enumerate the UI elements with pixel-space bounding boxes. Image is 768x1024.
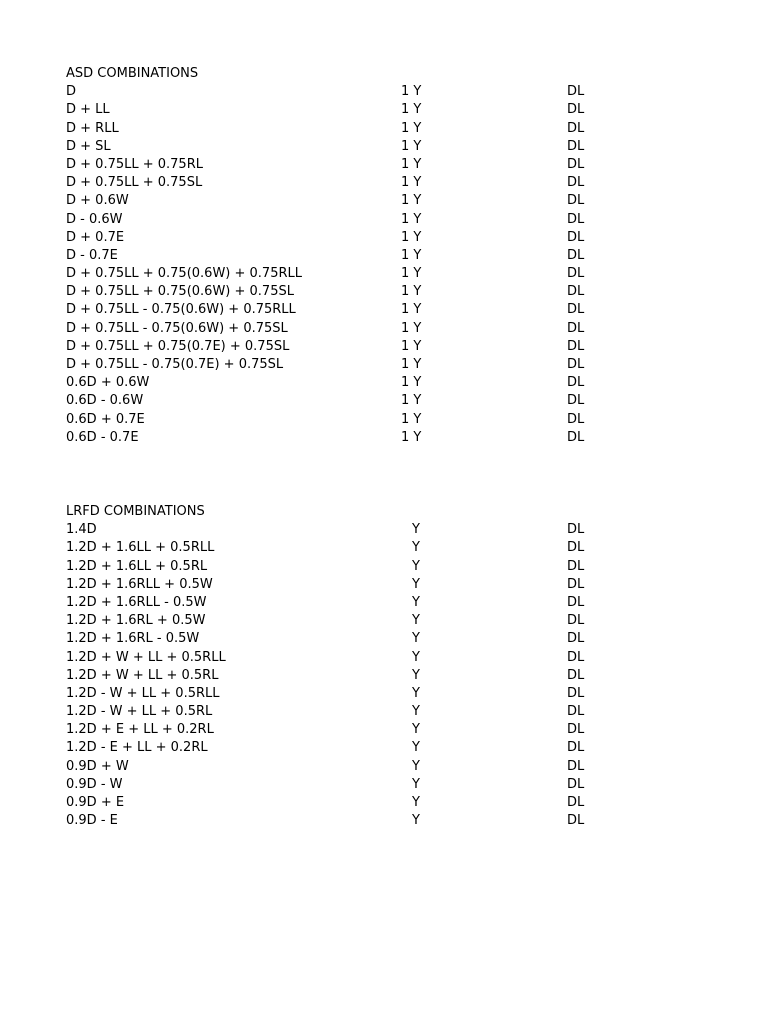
combination-type: DL [567, 338, 585, 354]
combination-formula: D + LL [66, 102, 110, 118]
combination-row [66, 612, 626, 630]
combination-row [66, 667, 626, 685]
combination-formula: D - 0.7E [66, 247, 118, 263]
combination-formula: 0.9D - E [66, 813, 118, 829]
combination-row [66, 138, 626, 156]
combination-factor: Y [412, 649, 420, 665]
combination-type: DL [567, 776, 585, 792]
lrfd-rows [66, 521, 626, 830]
combination-type: DL [567, 393, 585, 409]
combination-type: DL [567, 229, 585, 245]
combination-row [66, 594, 626, 612]
combination-formula: 1.2D + 1.6RLL + 0.5W [66, 576, 213, 592]
combination-row [66, 301, 626, 319]
combination-factor: 1 Y [401, 320, 422, 336]
combination-formula: 1.2D + 1.6RL + 0.5W [66, 613, 206, 629]
combination-type: DL [567, 284, 585, 300]
combination-factor: 1 Y [401, 429, 422, 445]
combination-row [66, 739, 626, 757]
combination-factor: 1 Y [401, 375, 422, 391]
combination-factor: 1 Y [401, 338, 422, 354]
combination-type: DL [567, 411, 585, 427]
combination-formula: 1.2D + W + LL + 0.5RL [66, 667, 219, 683]
combination-factor: Y [412, 685, 420, 701]
combination-formula: 0.6D + 0.7E [66, 411, 145, 427]
combination-factor: Y [412, 631, 420, 647]
combination-row [66, 174, 626, 192]
combination-row [66, 392, 626, 410]
combination-type: DL [567, 211, 585, 227]
combination-row [66, 576, 626, 594]
combination-row [66, 411, 626, 429]
combination-row [66, 265, 626, 283]
combination-row [66, 374, 626, 392]
combination-type: DL [567, 649, 585, 665]
combination-row [66, 758, 626, 776]
combination-factor: Y [412, 758, 420, 774]
combination-formula: 1.2D + W + LL + 0.5RLL [66, 649, 226, 665]
combination-factor: 1 Y [401, 138, 422, 154]
combination-formula: D + 0.75LL - 0.75(0.6W) + 0.75SL [66, 320, 288, 336]
combination-formula: D - 0.6W [66, 211, 123, 227]
asd-section-title: ASD COMBINATIONS [66, 66, 199, 81]
combination-row [66, 156, 626, 174]
combination-factor: 1 Y [401, 266, 422, 282]
combination-type: DL [567, 320, 585, 336]
combination-type: DL [567, 84, 585, 100]
combination-factor: Y [412, 704, 420, 720]
combination-formula: 1.2D + 1.6LL + 0.5RL [66, 558, 208, 574]
combination-type: DL [567, 667, 585, 683]
combination-factor: 1 Y [401, 357, 422, 372]
combination-factor: Y [412, 740, 420, 756]
combination-factor: 1 Y [401, 302, 422, 318]
combination-row [66, 521, 626, 539]
combination-formula: 0.6D + 0.6W [66, 375, 150, 391]
combination-formula: 0.6D - 0.6W [66, 393, 144, 409]
combination-type: DL [567, 247, 585, 263]
combination-factor: 1 Y [401, 284, 422, 300]
combination-type: DL [567, 685, 585, 701]
combination-type: DL [567, 429, 585, 445]
combination-row [66, 101, 626, 119]
combination-factor: Y [412, 795, 420, 810]
combination-type: DL [567, 758, 585, 774]
combination-formula: 1.2D + E + LL + 0.2RL [66, 722, 214, 738]
combination-row [66, 229, 626, 247]
combination-formula: 0.9D + W [66, 758, 129, 774]
combination-row [66, 630, 626, 648]
lrfd-section-title: LRFD COMBINATIONS [66, 504, 205, 519]
combination-factor: Y [412, 558, 420, 574]
combination-type: DL [567, 704, 585, 720]
combination-factor: 1 Y [401, 229, 422, 245]
combination-factor: Y [412, 613, 420, 629]
combination-factor: 1 Y [401, 211, 422, 227]
combination-factor: 1 Y [401, 411, 422, 427]
combination-row [66, 812, 626, 830]
combination-row [66, 721, 626, 739]
combination-type: DL [567, 102, 585, 118]
combination-factor: 1 Y [401, 120, 422, 136]
combination-factor: 1 Y [401, 393, 422, 409]
combination-type: DL [567, 357, 585, 372]
combination-type: DL [567, 813, 585, 829]
combination-formula: 0.9D - W [66, 776, 123, 792]
combination-formula: D + SL [66, 138, 111, 154]
combination-type: DL [567, 540, 585, 556]
combination-type: DL [567, 156, 585, 172]
combination-formula: 1.2D - W + LL + 0.5RLL [66, 685, 220, 701]
combination-factor: Y [412, 776, 420, 792]
combination-factor: Y [412, 576, 420, 592]
lrfd-combinations-section [66, 503, 626, 830]
combination-type: DL [567, 266, 585, 282]
combination-factor: Y [412, 522, 420, 538]
combination-formula: D + RLL [66, 120, 119, 136]
combination-factor: Y [412, 813, 420, 829]
combination-formula: 0.6D - 0.7E [66, 429, 139, 445]
combination-factor: Y [412, 594, 420, 610]
combination-type: DL [567, 522, 585, 538]
combination-factor: 1 Y [401, 156, 422, 172]
combination-formula: 1.4D [66, 522, 97, 538]
combination-type: DL [567, 175, 585, 191]
combination-type: DL [567, 631, 585, 647]
combination-factor: Y [412, 667, 420, 683]
combination-type: DL [567, 613, 585, 629]
combination-formula: D [66, 84, 77, 100]
combination-formula: D + 0.75LL + 0.75SL [66, 175, 203, 191]
combination-type: DL [567, 120, 585, 136]
combination-formula: D + 0.75LL + 0.75(0.7E) + 0.75SL [66, 338, 290, 354]
combination-formula: D + 0.75LL - 0.75(0.7E) + 0.75SL [66, 357, 284, 372]
combination-formula: 0.9D + E [66, 795, 125, 810]
combination-type: DL [567, 594, 585, 610]
asd-combinations-section [66, 65, 626, 447]
combination-formula: D + 0.75LL + 0.75(0.6W) + 0.75RLL [66, 266, 302, 282]
combination-type: DL [567, 138, 585, 154]
combination-factor: 1 Y [401, 84, 422, 100]
combination-formula: D + 0.6W [66, 193, 129, 209]
combination-row [66, 794, 626, 812]
combination-row [66, 247, 626, 265]
combination-factor: 1 Y [401, 247, 422, 263]
combination-type: DL [567, 722, 585, 738]
combination-row [66, 283, 626, 301]
combination-type: DL [567, 558, 585, 574]
combination-row [66, 211, 626, 229]
combination-formula: D + 0.75LL + 0.75(0.6W) + 0.75SL [66, 284, 294, 300]
combination-row [66, 776, 626, 794]
combination-formula: 1.2D + 1.6RLL - 0.5W [66, 594, 207, 610]
combination-type: DL [567, 740, 585, 756]
combination-factor: 1 Y [401, 102, 422, 118]
combination-row [66, 649, 626, 667]
combination-formula: 1.2D + 1.6RL - 0.5W [66, 631, 200, 647]
combination-row [66, 429, 626, 447]
combination-formula: D + 0.75LL - 0.75(0.6W) + 0.75RLL [66, 302, 296, 318]
combination-formula: D + 0.75LL + 0.75RL [66, 156, 203, 172]
combination-row [66, 685, 626, 703]
combination-factor: 1 Y [401, 175, 422, 191]
combination-formula: D + 0.7E [66, 229, 125, 245]
combination-type: DL [567, 302, 585, 318]
combination-row [66, 192, 626, 210]
combination-type: DL [567, 795, 585, 810]
combination-type: DL [567, 193, 585, 209]
combination-factor: Y [412, 722, 420, 738]
combination-row [66, 338, 626, 356]
combination-type: DL [567, 576, 585, 592]
asd-rows [66, 83, 626, 447]
combination-formula: 1.2D + 1.6LL + 0.5RLL [66, 540, 215, 556]
combination-row [66, 320, 626, 338]
combination-row [66, 703, 626, 721]
combination-type: DL [567, 375, 585, 391]
combination-formula: 1.2D - E + LL + 0.2RL [66, 740, 208, 756]
combination-factor: 1 Y [401, 193, 422, 209]
combination-factor: Y [412, 540, 420, 556]
combination-formula: 1.2D - W + LL + 0.5RL [66, 704, 213, 720]
combination-row [66, 558, 626, 576]
combination-row [66, 356, 626, 374]
combination-row [66, 120, 626, 138]
combination-row [66, 539, 626, 557]
combination-row [66, 83, 626, 101]
